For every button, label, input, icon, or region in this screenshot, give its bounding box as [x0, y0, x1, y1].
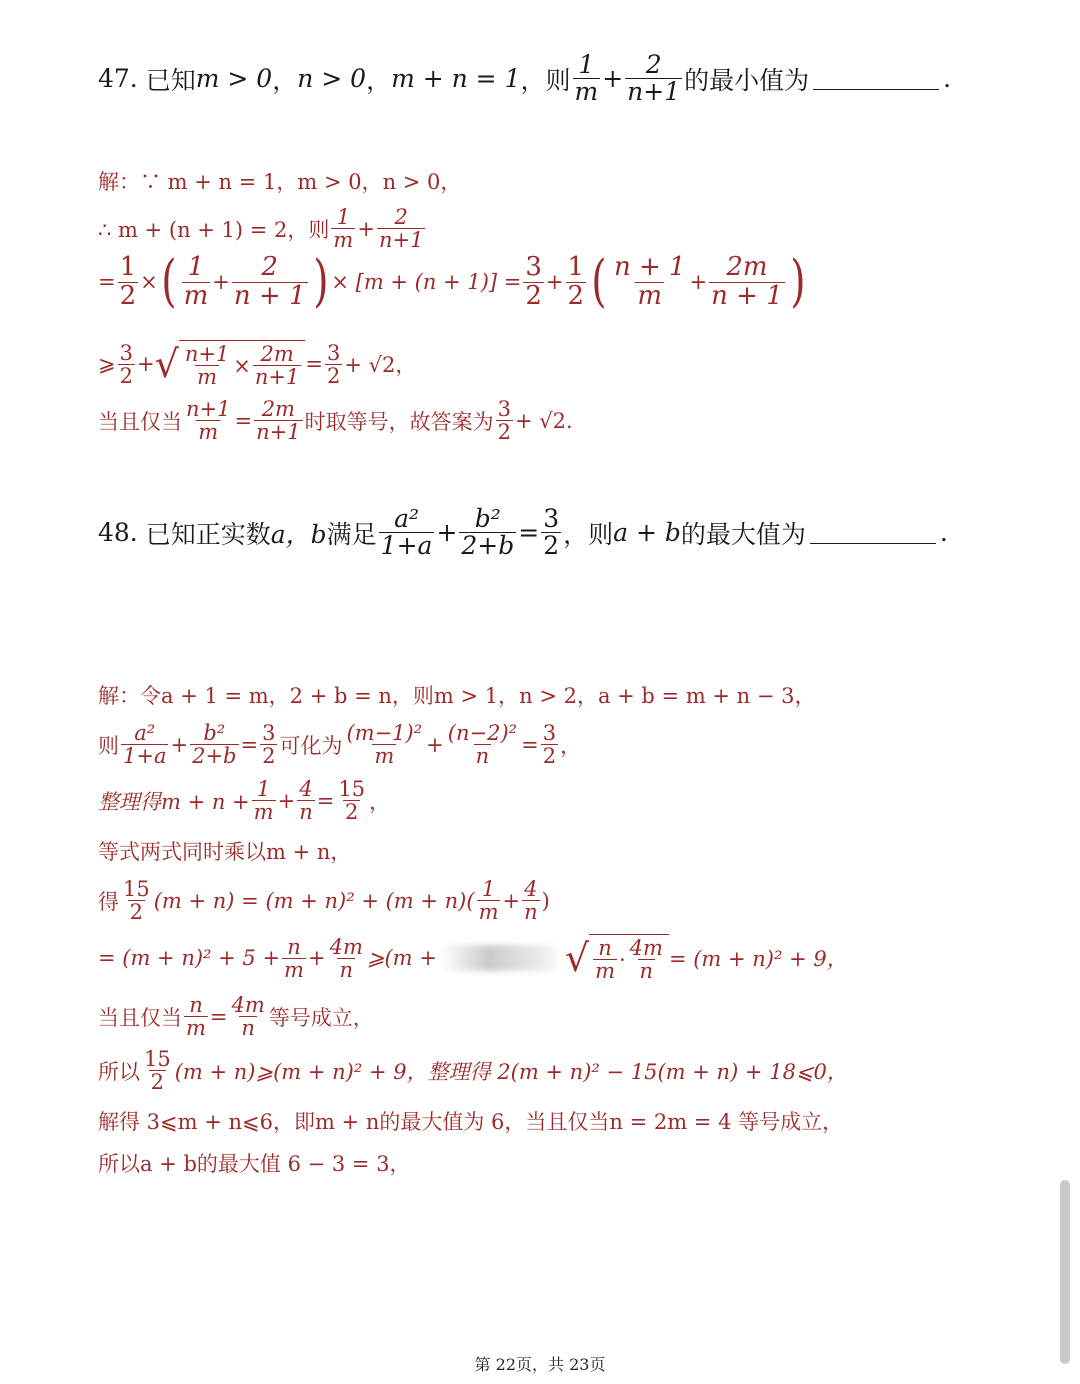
- solution-48-line-3: 整理得m + n + $\frac{1}{m}$ + $\frac{4}{n}$ = $\frac{15}{2}$ ，: [98, 777, 391, 825]
- solution-47-line-3: = $\frac{1}{2}$ × ( $\frac{1}{m}$ + $\frac{2}{n + 1}$ ) × [m + (n + 1)] = $\frac{3}{2}$ + $\frac{1}{2}$ ( $\frac{n + 1}{m}$ + $\frac{2m}{n + 1}$ ): [98, 249, 806, 314]
- solution-47-line-2: ∴ m + (n + 1) = 2，则 $\frac{1}{m}$ + $\frac{2}{n+1}$: [98, 205, 424, 253]
- solution-47-line-1: 解：∵ m + n = 1，m > 0，n > 0，: [98, 170, 462, 194]
- solution-48-line-10: 所以a + b的最大值 6 − 3 = 3，: [98, 1152, 411, 1176]
- solution-48-line-6: = (m + n)² + 5 + $\frac{n}{m}$ + $\frac{4m}{n}$ ⩾(m + √ $\frac{n}{m}$ · $\frac{4m}{n}$ = (m + n)² + 9，: [98, 934, 848, 984]
- solution-48-line-5: 得 $\frac{15}{2}$ (m + n) = (m + n)² + (m + n)( $\frac{1}{m}$ + $\frac{4}{n}$ ): [98, 877, 550, 925]
- solution-47-line-4: ⩾ $\frac{3}{2}$ + √ $\frac{n+1}{m}$ × $\frac{2m}{n+1}$ = $\frac{3}{2}$ + √2，: [98, 340, 417, 390]
- sqrt-expression: √ $\frac{n+1}{m}$ × $\frac{2m}{n+1}$: [155, 340, 306, 388]
- question-48: 48. 已知正实数 a，b 满足 $\frac{\text{a²}}{1+a}$ + $\frac{\text{b²}}{2+b}$ = $\frac{3}{2}$ ，则 a + b 的最大值为 .: [98, 504, 948, 561]
- question-47: 47. 已知 m > 0 ， n > 0 ， m + n = 1 ，则 $\frac{1}{m}$ + $\frac{2}{n+1}$ 的最小值为 .: [98, 50, 952, 107]
- fraction: $\frac{2}{n+1}$: [627, 50, 681, 107]
- answer-blank: [813, 67, 939, 90]
- question-number: 47.: [98, 64, 138, 94]
- solution-47-line-5: 当且仅当 $\frac{n+1}{m}$ = $\frac{2m}{n+1}$ 时取等号，故答案为 $\frac{3}{2}$ + √2.: [98, 397, 573, 445]
- blurred-region: [441, 945, 561, 971]
- scrollbar[interactable]: [1060, 1180, 1070, 1364]
- solution-48-line-7: 当且仅当 $\frac{n}{m}$ = $\frac{4m}{n}$ 等号成立，: [98, 993, 374, 1041]
- question-number: 48.: [98, 518, 138, 548]
- solution-48-line-1: 解：令a + 1 = m，2 + b = n，则m > 1，n > 2，a + b = m + n − 3，: [98, 684, 816, 708]
- solution-48-line-9: 解得 3⩽m + n⩽6，即m + n的最大值为 6，当且仅当n = 2m = 4 等号成立，: [98, 1110, 844, 1134]
- page-footer: 第 22页，共 23页: [474, 1355, 606, 1374]
- solution-48-line-8: 所以 $\frac{15}{2}$ (m + n)⩾(m + n)² + 9，整理得 2(m + n)² − 15(m + n) + 18⩽0，: [98, 1047, 848, 1095]
- solution-48-line-4: 等式两式同时乘以m + n，: [98, 840, 352, 864]
- solution-48-line-2: 则 $\frac{\text{a²}}{1+a}$ + $\frac{\text{b²}}{2+b}$ = $\frac{3}{2}$ 可化为 $\frac{\text{(m−1)²}}{m}$ + $\frac{\text{(n−2)²}}{n}$ = $\frac{3}{2}$ ，: [98, 721, 582, 769]
- fraction: $\frac{1}{m}$: [574, 50, 599, 107]
- answer-blank: [810, 521, 936, 544]
